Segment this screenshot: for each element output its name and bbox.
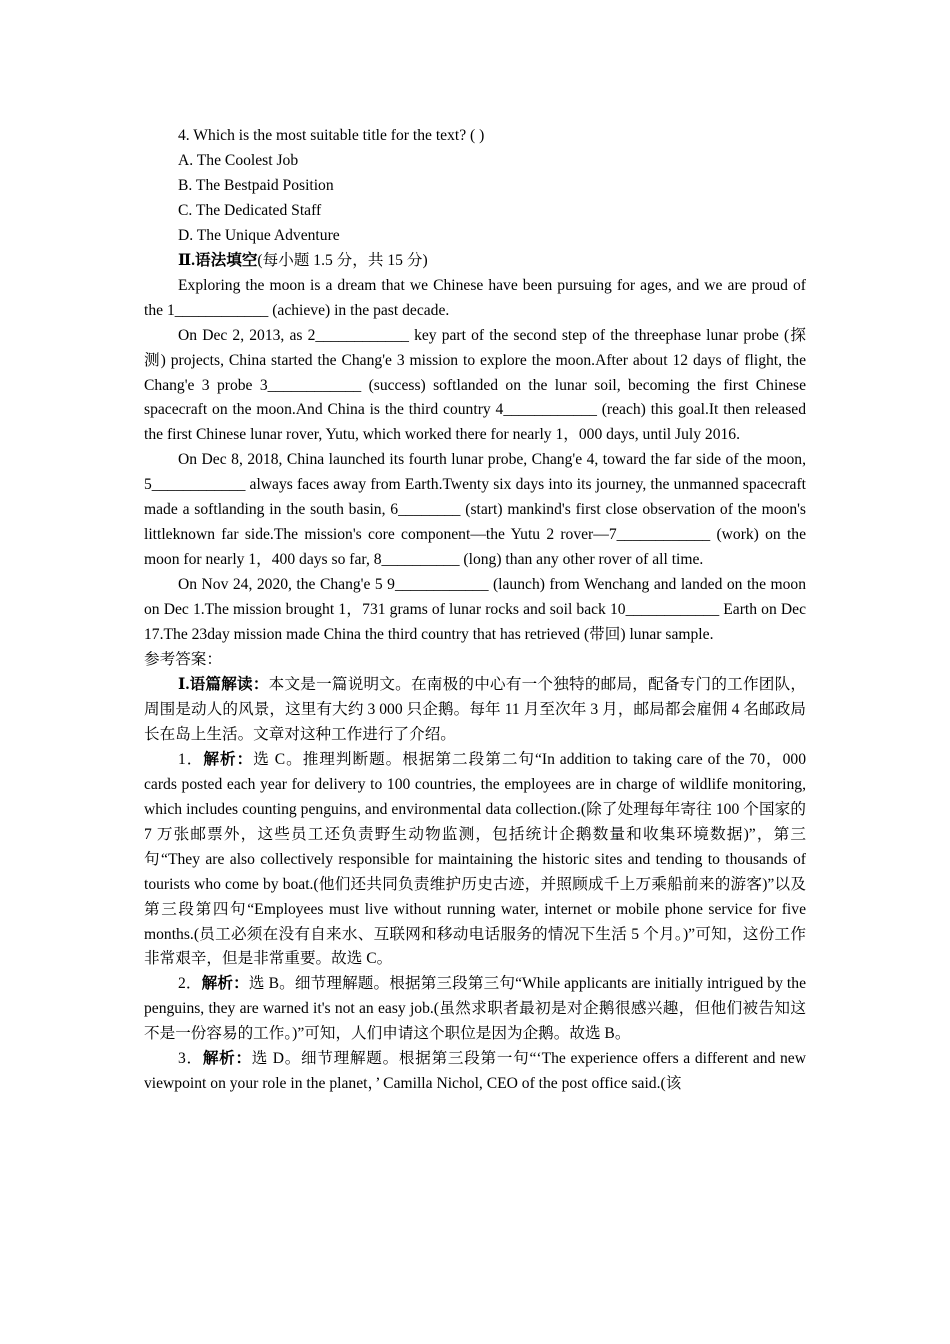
answer-2-number: 2． bbox=[178, 975, 202, 993]
section-2-heading-title: Ⅱ.语法填空 bbox=[178, 251, 258, 269]
question-4-stem: 4. Which is the most suitable title for the text? ( ) bbox=[178, 127, 485, 144]
option-c: C. The Dedicated Staff bbox=[178, 201, 322, 219]
answer-item-3 bbox=[144, 1047, 806, 1097]
answer-3-text: 选 D。细节理解题。根据第三段第一句“‘The experience offers a different and new viewpoint on your role in the planet，’ Camilla Nichol, CEO of the post office said.(该 bbox=[144, 1050, 806, 1093]
answer-3-label: 解析： bbox=[202, 1050, 252, 1068]
passage-analysis-text: 本文是一篇说明文。在南极的中心有一个独特的邮局，配备专门的工作团队，周围是动人的风景，这里有大约 3 000 只企鹅。每年 11 月至次年 3 月，邮局都会雇佣 4 名邮政局长在岛上生活。文章对这种工作进行了介绍。 bbox=[144, 675, 806, 743]
cloze-paragraph-4: On Nov 24, 2020, the Chang'e 5 9____________ (launch) from Wenchang and landed on the moon on Dec 1.The mission brought 1，731 grams of lunar rocks and soil back 10____________ Earth on Dec 17.The 23day mission made China the third country that has retrieved (带回) lunar sample. bbox=[144, 576, 806, 644]
option-a: A. The Coolest Job bbox=[178, 151, 299, 169]
answer-item-1 bbox=[144, 748, 806, 973]
section-2-heading-score: (每小题 1.5 分，共 15 分) bbox=[257, 251, 428, 269]
cloze-paragraph-2: On Dec 2, 2013, as 2____________ key part of the second step of the threephase lunar probe (探 测) projects, China started the Chang'e 3 mission to explore the moon.After about 12 days of flight, the Chang'e 3 probe 3____________ (success) softlanded on the lunar soil, becoming the first Chinese spacecraft on the moon.And China is the third country 4____________ (reach) this goal.It then released the first Chinese lunar rover, Yutu, which worked there for nearly 1，000 days, until July 2016. bbox=[144, 326, 806, 444]
passage-analysis bbox=[144, 673, 806, 748]
passage-analysis-label: Ⅰ.语篇解读： bbox=[178, 675, 269, 693]
answer-3-number: 3． bbox=[178, 1050, 203, 1068]
answer-item-2 bbox=[144, 972, 806, 1047]
cloze-paragraph-1: Exploring the moon is a dream that we Chinese have been pursuing for ages, and we are proud of the 1____________ (achieve) in the past decade. bbox=[144, 276, 806, 319]
answers-heading: 参考答案： bbox=[144, 651, 222, 669]
option-b: B. The Bestpaid Position bbox=[178, 176, 334, 194]
answer-1-number: 1． bbox=[178, 750, 204, 768]
answer-2-label: 解析： bbox=[201, 975, 249, 993]
cloze-paragraph-3: On Dec 8, 2018, China launched its fourth lunar probe, Chang'e 4, toward the far side of the moon, 5____________ always faces away from Earth.Twenty six days into its journey, the unmanned spacecraft made a softlanding in the south basin, 6________ (start) mankind's first close observation of the moon's littleknown far side.The mission's core component—the Yutu 2 rover—7____________ (work) on the moon for nearly 1，400 days so far, 8__________ (long) than any other rover of all time. bbox=[144, 451, 806, 569]
section-2-heading bbox=[144, 249, 806, 274]
document-page bbox=[144, 124, 806, 1097]
answer-1-text: 选 C。推理判断题。根据第二段第二句“In addition to taking care of the 70，000 cards posted each year for delivery to 100 countries, the employees are in charge of wildlife monitoring, which includes counting penguins, and environmental data collection.(除了处理每年寄往 100 个国家的 7 万张邮票外，这些员工还负责野生动物监测，包括统计企鹅数量和收集环境数据)”，第三句“They are also collectively responsible for maintaining the historic sites and tending to thousands of tourists who come by boat.(他们还共同负责维护历史古迹，并照顾成千上万乘船前来的游客)”以及第三段第四句“Employees must live without running water, internet or mobile phone service for five months.(员工必须在没有自来水、互联网和移动电话服务的情况下生活 5 个月。)”可知，这份工作非常艰辛，但是非常重要。故选 C。 bbox=[144, 750, 806, 968]
option-d: D. The Unique Adventure bbox=[178, 226, 340, 244]
answer-1-label: 解析： bbox=[203, 750, 254, 768]
answer-2-text: 选 B。细节理解题。根据第三段第三句“While applicants are initially intrigued by the penguins, they are warned it's not an easy job.(虽然求职者最初是对企鹅很感兴趣，但他们被告知这不是一份容易的工作。)”可知，人们申请这个职位是因为企鹅。故选 B。 bbox=[144, 975, 806, 1043]
